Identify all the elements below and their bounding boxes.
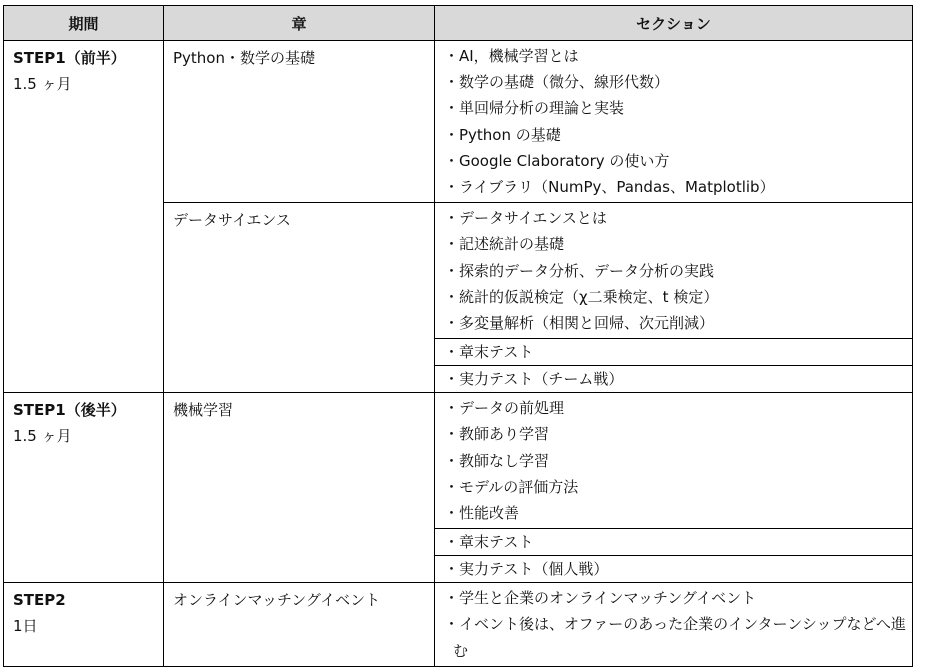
section-list bbox=[435, 41, 912, 202]
period-title: STEP1（前半） bbox=[13, 49, 126, 67]
period-title: STEP2 bbox=[13, 591, 66, 610]
section-cell bbox=[435, 393, 913, 529]
period-cell bbox=[4, 583, 164, 667]
section-list bbox=[435, 529, 912, 555]
section-cell bbox=[435, 583, 913, 667]
section-item: ・Google Claboratory の使い方 bbox=[444, 151, 670, 170]
section-item: ・データサイエンスとは bbox=[444, 209, 607, 228]
section-cell bbox=[435, 366, 913, 393]
header-period: 期間 bbox=[4, 6, 164, 41]
table-row bbox=[4, 41, 913, 203]
section-item: ・章末テスト bbox=[444, 533, 534, 552]
section-item: ・モデルの評価方法 bbox=[444, 477, 579, 496]
section-item: ・ライブラリ（NumPy、Pandas、Matplotlib） bbox=[444, 178, 775, 197]
chapter-cell: 機械学習 bbox=[164, 393, 435, 583]
section-item: ・探索的データ分析、データ分析の実践 bbox=[444, 261, 715, 280]
section-item: ・統計的仮説検定（χ二乗検定、t 検定） bbox=[444, 287, 719, 306]
section-item: ・実力テスト（個人戦） bbox=[444, 560, 609, 579]
section-item: ・Python の基礎 bbox=[444, 125, 561, 144]
curriculum-table bbox=[3, 5, 913, 667]
period-title: STEP1（後半） bbox=[13, 401, 126, 420]
section-item: ・教師なし学習 bbox=[444, 451, 550, 470]
table-row bbox=[4, 583, 913, 667]
section-item: ・AI，機械学習とは bbox=[444, 47, 579, 65]
section-item: ・記述統計の基礎 bbox=[444, 235, 565, 254]
period-cell bbox=[4, 393, 164, 583]
chapter-cell: Python・数学の基礎 bbox=[164, 41, 435, 203]
section-list bbox=[435, 366, 912, 392]
header-chapter: 章 bbox=[164, 6, 435, 41]
section-list bbox=[435, 583, 912, 666]
section-cell bbox=[435, 556, 913, 583]
table-row bbox=[4, 393, 913, 529]
period-cell bbox=[4, 41, 164, 393]
section-item: ・データの前処理 bbox=[444, 399, 565, 418]
period-duration: 1.5 ヶ月 bbox=[13, 75, 72, 93]
section-cell bbox=[435, 339, 913, 366]
section-item: ・性能改善 bbox=[444, 504, 520, 523]
header-section: セクション bbox=[435, 6, 913, 41]
section-item: ・単回帰分析の理論と実装 bbox=[444, 99, 625, 118]
section-cell bbox=[435, 203, 913, 339]
section-item: ・数学の基礎（微分、線形代数） bbox=[444, 73, 670, 92]
chapter-cell: データサイエンス bbox=[164, 203, 435, 393]
period-duration: 1.5 ヶ月 bbox=[13, 427, 72, 446]
section-list bbox=[435, 556, 912, 582]
section-list bbox=[435, 203, 912, 338]
section-item: ・章末テスト bbox=[444, 343, 534, 362]
header-row bbox=[4, 6, 913, 41]
section-item: ・実力テスト（チーム戦） bbox=[444, 370, 624, 389]
chapter-cell: オンラインマッチングイベント bbox=[164, 583, 435, 667]
section-list bbox=[435, 339, 912, 365]
section-item: ・多変量解析（相関と回帰、次元削減） bbox=[444, 314, 715, 333]
section-cell bbox=[435, 529, 913, 556]
section-cell bbox=[435, 41, 913, 203]
section-item: ・学生と企業のオンラインマッチングイベント bbox=[444, 589, 757, 608]
section-item: ・イベント後は、オファーのあった企業のインターンシップなどへ進む bbox=[444, 615, 906, 660]
section-item: ・教師あり学習 bbox=[444, 425, 550, 444]
period-duration: 1日 bbox=[13, 617, 38, 636]
section-list bbox=[435, 393, 912, 528]
